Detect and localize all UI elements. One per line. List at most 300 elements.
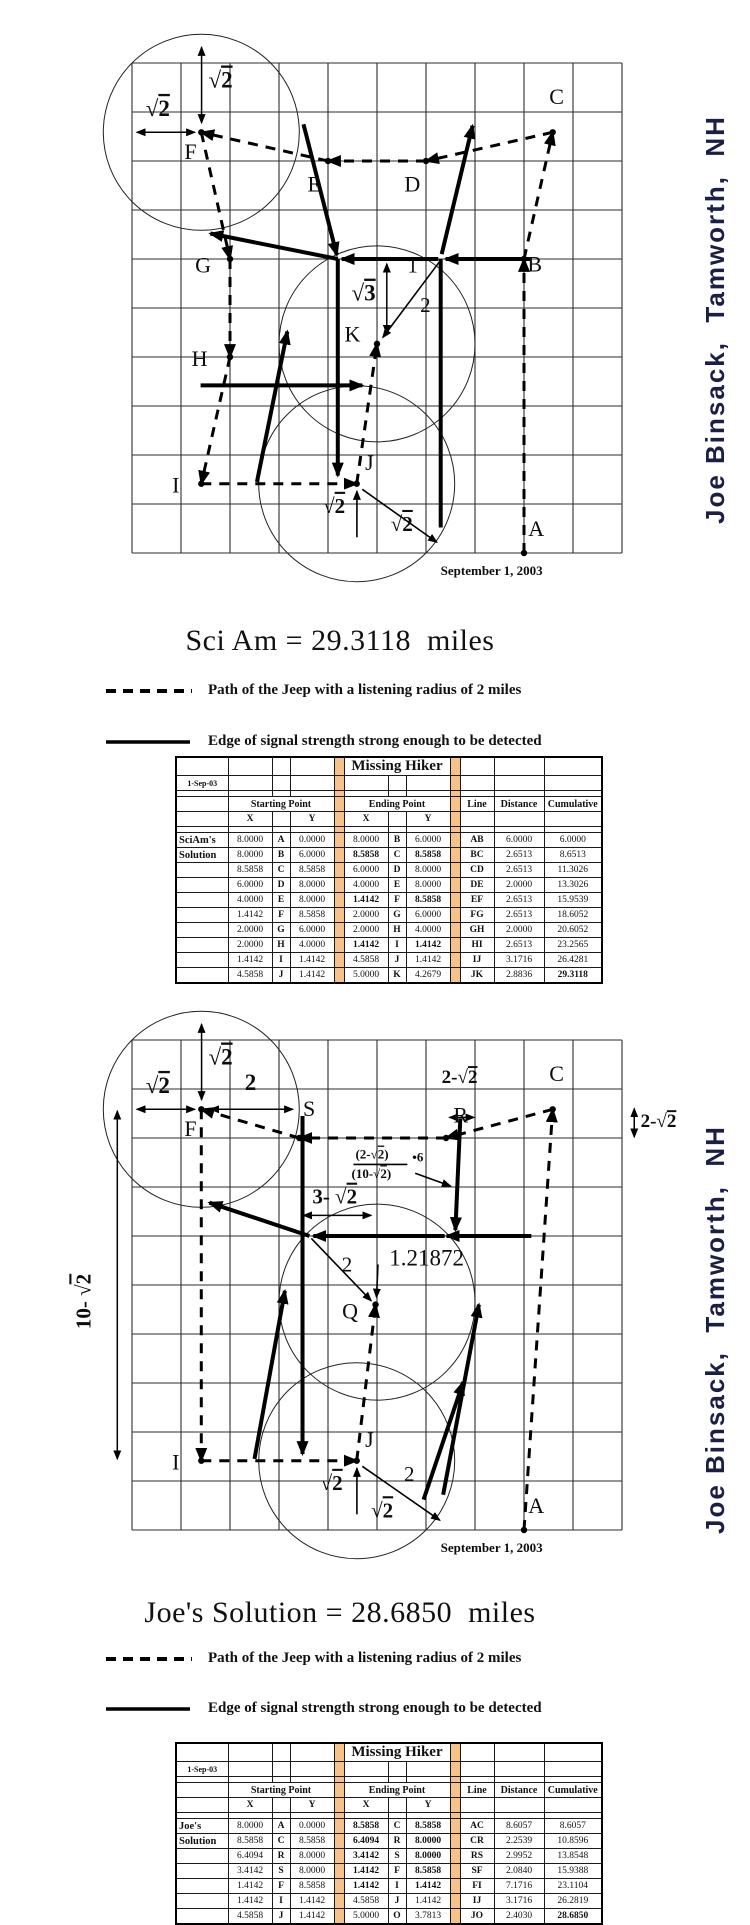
- missing-hiker-table: [175, 1742, 603, 1925]
- table-stripe-cell: [450, 878, 460, 893]
- table-cell: X: [228, 1798, 272, 1813]
- table-cell: Y: [406, 812, 450, 827]
- table-cell: [272, 776, 290, 791]
- table-cell: J: [272, 1909, 290, 1925]
- table-cell: [494, 1743, 544, 1762]
- point-label-J: J: [365, 1426, 374, 1452]
- table-cell: [388, 1762, 406, 1777]
- point-label-J: J: [365, 449, 374, 475]
- table-cell: 3.4142: [344, 1849, 388, 1864]
- table-cell: 4.5858: [228, 1909, 272, 1925]
- point-dot-C: [550, 129, 556, 135]
- table-cell: BC: [460, 848, 494, 863]
- table-stripe-cell: [450, 776, 460, 791]
- table-cell: 8.0000: [344, 833, 388, 848]
- table-cell: [228, 776, 272, 791]
- table-cell: GH: [460, 923, 494, 938]
- annotation-text: √2: [371, 1498, 394, 1523]
- table-cell: [272, 757, 290, 776]
- diagram-date: [441, 1540, 543, 1555]
- table-cell: 8.5858: [406, 893, 450, 908]
- table-cell: 4.0000: [228, 893, 272, 908]
- leader-lines: [311, 1164, 450, 1523]
- point-label-Q: Q: [342, 1298, 358, 1324]
- table-cell: 8.5858: [344, 1819, 388, 1834]
- table-cell: 0.0000: [290, 833, 334, 848]
- table-cell: 20.6052: [544, 923, 602, 938]
- table-cell: [494, 812, 544, 827]
- point-dot-Q: [372, 1301, 378, 1307]
- table-cell: [494, 776, 544, 791]
- annotation-text: √2: [145, 1072, 170, 1098]
- table-cell: 2.9952: [494, 1849, 544, 1864]
- annotation-text: 10- √2: [71, 1273, 96, 1330]
- table-stripe-cell: [334, 923, 344, 938]
- table-cell: 8.6513: [544, 848, 602, 863]
- table-cell: [176, 923, 228, 938]
- point-label-S: S: [302, 1095, 316, 1121]
- table-cell: E: [272, 893, 290, 908]
- sciam-title: Sci Am = 29.3118 miles: [185, 624, 495, 657]
- table-cell: R: [272, 1849, 290, 1864]
- table-cell: S: [272, 1864, 290, 1879]
- table-cell: 26.4281: [544, 953, 602, 968]
- table-stripe-cell: [334, 968, 344, 984]
- legend-jeep-label: Path of the Jeep with a listening radius of 2 miles: [208, 682, 522, 698]
- table-cell: 8.0000: [228, 833, 272, 848]
- table-cell: 3.1716: [494, 953, 544, 968]
- point-label-C: C: [549, 83, 564, 109]
- grid: [132, 63, 622, 553]
- table-cell: JO: [460, 1909, 494, 1925]
- table-cell: JK: [460, 968, 494, 984]
- point-dot-A: [521, 550, 527, 556]
- annotation-text: 1: [407, 253, 418, 278]
- table-cell: 2.6513: [494, 938, 544, 953]
- table-cell: 6.4094: [228, 1849, 272, 1864]
- table-cell: 8.5858: [406, 1864, 450, 1879]
- table-cell: 4.0000: [344, 878, 388, 893]
- table-cell: 2.0000: [228, 938, 272, 953]
- table-cell: I: [272, 953, 290, 968]
- table-cell: F: [272, 1879, 290, 1894]
- author-sidebar-text: Joe Binsack, Tamworth, NH: [700, 1125, 730, 1535]
- table-cell: 23.2565: [544, 938, 602, 953]
- point-label-I: I: [172, 1449, 180, 1475]
- annotation-text: (2-√2): [355, 1146, 389, 1162]
- table-cell: IJ: [460, 953, 494, 968]
- point-dot-K: [374, 341, 380, 347]
- author-sidebar-text: Joe Binsack, Tamworth, NH: [700, 115, 730, 525]
- table-stripe-cell: [334, 1743, 344, 1762]
- table-stripe-cell: [450, 908, 460, 923]
- table-cell: S: [388, 1849, 406, 1864]
- table-cell: [176, 1798, 228, 1813]
- table-cell: X: [228, 812, 272, 827]
- table-row: [176, 1819, 602, 1834]
- signal-edge-line: [442, 126, 473, 254]
- table-stripe-cell: [450, 757, 460, 776]
- table-cell: [228, 1743, 272, 1762]
- table-cell: I: [388, 1879, 406, 1894]
- table-cell: [544, 1743, 602, 1762]
- annotation-text: 2: [244, 1069, 257, 1095]
- table-row: [176, 1864, 602, 1879]
- signal-edge-line: [209, 1203, 309, 1236]
- table-cell: 29.3118: [544, 968, 602, 984]
- point-dot-D: [423, 158, 429, 164]
- table-cell: 1.4142: [344, 1879, 388, 1894]
- table-cell: C: [388, 848, 406, 863]
- table-cell: CR: [460, 1834, 494, 1849]
- table-cell: [494, 1798, 544, 1813]
- table-cell: 26.2819: [544, 1894, 602, 1909]
- table-cell: Solution: [176, 848, 228, 863]
- table-cell: [290, 776, 334, 791]
- table-cell: 15.9539: [544, 893, 602, 908]
- annotation-text: √2: [208, 1044, 233, 1070]
- table-cell: RS: [460, 1849, 494, 1864]
- table-cell: A: [272, 833, 290, 848]
- table-cell: C: [388, 1819, 406, 1834]
- table-cell: A: [272, 1819, 290, 1834]
- table-cell: Cumulative: [544, 1783, 602, 1798]
- table-cell: DE: [460, 878, 494, 893]
- table-stripe-cell: [334, 812, 344, 827]
- annotation-text: 2-√2: [441, 1067, 478, 1089]
- table-stripe-cell: [334, 848, 344, 863]
- table-stripe-cell: [334, 776, 344, 791]
- table-stripe-cell: [334, 1819, 344, 1834]
- table-cell: 13.8548: [544, 1849, 602, 1864]
- table-cell: 8.0000: [406, 1849, 450, 1864]
- table-cell: 2.0000: [344, 908, 388, 923]
- table-stripe-cell: [450, 968, 460, 984]
- table-cell: [176, 1783, 228, 1798]
- table-cell: D: [388, 863, 406, 878]
- table-cell: G: [388, 908, 406, 923]
- annotation-text: √2: [208, 67, 233, 93]
- table-cell: [544, 1762, 602, 1777]
- solid-line-icon: [104, 737, 194, 747]
- annotation-text: √3: [351, 280, 376, 306]
- table-cell: 1.4142: [406, 1879, 450, 1894]
- table-stripe-cell: [334, 1849, 344, 1864]
- table-cell: 8.0000: [228, 1819, 272, 1834]
- table-row: [176, 893, 602, 908]
- table-stripe-cell: [334, 1783, 344, 1798]
- table-cell: [176, 908, 228, 923]
- table-cell: [460, 812, 494, 827]
- table-cell: 1.4142: [228, 1894, 272, 1909]
- table-cell: 2.0000: [344, 923, 388, 938]
- table-cell: 2.4030: [494, 1909, 544, 1925]
- table-cell: 8.0000: [290, 1849, 334, 1864]
- table-cell: 8.0000: [406, 878, 450, 893]
- table-cell: 8.0000: [406, 1834, 450, 1849]
- table-cell: [176, 1849, 228, 1864]
- table-cell: J: [272, 968, 290, 984]
- table-cell: SF: [460, 1864, 494, 1879]
- table-cell: 8.6057: [544, 1819, 602, 1834]
- table-stripe-cell: [334, 1864, 344, 1879]
- table-cell: [544, 757, 602, 776]
- table-stripe-cell: [450, 953, 460, 968]
- point-label-K: K: [344, 321, 361, 347]
- table-cell: [272, 1798, 290, 1813]
- table-cell: 4.5858: [228, 968, 272, 984]
- annotation-text: 2-√2: [640, 1111, 677, 1133]
- annotation-text: √2: [390, 511, 413, 536]
- table-cell: [176, 812, 228, 827]
- table-cell: 13.3026: [544, 878, 602, 893]
- table-stripe-cell: [334, 893, 344, 908]
- sciam-solution-diagram: [12, 8, 672, 600]
- table-cell: B: [272, 848, 290, 863]
- point-dot-A: [521, 1527, 527, 1533]
- table-cell: 18.6052: [544, 908, 602, 923]
- table-cell: Line: [460, 1783, 494, 1798]
- table-cell: Starting Point: [228, 797, 334, 812]
- table-cell: [176, 797, 228, 812]
- annotation-text: •6: [412, 1149, 424, 1165]
- table-cell: 8.5858: [290, 863, 334, 878]
- table-cell: [290, 757, 334, 776]
- point-dot-H: [227, 354, 233, 360]
- table-row: [176, 1834, 602, 1849]
- table-cell: [460, 757, 494, 776]
- table-cell: [544, 776, 602, 791]
- table-cell: 1.4142: [290, 1894, 334, 1909]
- point-dot-R: [443, 1135, 449, 1141]
- point-label-R: R: [453, 1102, 469, 1128]
- table-cell: FI: [460, 1879, 494, 1894]
- table-cell: [344, 1762, 388, 1777]
- table-cell: 4.0000: [406, 923, 450, 938]
- table-stripe-cell: [450, 1879, 460, 1894]
- table-cell: [176, 757, 228, 776]
- table-cell: X: [344, 812, 388, 827]
- table-cell: [176, 953, 228, 968]
- table-cell: Distance: [494, 797, 544, 812]
- table-cell: 11.3026: [544, 863, 602, 878]
- table-row: [176, 1879, 602, 1894]
- table-cell: O: [388, 1909, 406, 1925]
- signal-edge-line: [424, 1382, 464, 1500]
- table-cell: Ending Point: [344, 797, 450, 812]
- table-cell: 5.0000: [344, 968, 388, 984]
- point-label-E: E: [307, 171, 322, 197]
- table-cell: 1.4142: [290, 1909, 334, 1925]
- table-cell: FG: [460, 908, 494, 923]
- annotation-text: √2: [323, 493, 346, 518]
- table-cell: Y: [290, 812, 334, 827]
- table-cell: [460, 1762, 494, 1777]
- table-cell: 3.4142: [228, 1864, 272, 1879]
- table-cell: 7.1716: [494, 1879, 544, 1894]
- table-cell: E: [388, 878, 406, 893]
- table-stripe-cell: [450, 848, 460, 863]
- table-cell: 1.4142: [228, 908, 272, 923]
- table-cell: 1.4142: [344, 893, 388, 908]
- table-stripe-cell: [334, 1798, 344, 1813]
- table-cell: 8.5858: [290, 908, 334, 923]
- table-cell: AC: [460, 1819, 494, 1834]
- table-cell: 2.6513: [494, 848, 544, 863]
- table-stripe-cell: [334, 908, 344, 923]
- legend-signal-edge: [104, 1700, 542, 1717]
- table-cell: 1-Sep-03: [176, 776, 228, 791]
- table-stripe-cell: [450, 1894, 460, 1909]
- missing-hiker-table: [175, 756, 603, 984]
- table-cell: [176, 938, 228, 953]
- table-cell: 2.0000: [494, 923, 544, 938]
- annotation-text: 2: [403, 1462, 415, 1486]
- point-label-D: D: [404, 171, 421, 197]
- joes-solution-diagram: [12, 985, 712, 1577]
- table-cell: [176, 1894, 228, 1909]
- jeep-path-segment-FG: [201, 132, 230, 259]
- table-cell: 8.0000: [406, 863, 450, 878]
- table-cell: F: [388, 1864, 406, 1879]
- table-stripe-cell: [334, 1879, 344, 1894]
- table-cell: 2.8836: [494, 968, 544, 984]
- table-cell: 2.6513: [494, 908, 544, 923]
- table-cell: [176, 878, 228, 893]
- table-cell: SciAm's: [176, 833, 228, 848]
- table-row: [176, 1909, 602, 1925]
- table-stripe-cell: [334, 1834, 344, 1849]
- point-dot-J: [354, 1458, 360, 1464]
- table-cell: Missing Hiker: [344, 1743, 450, 1762]
- table-cell: 6.0000: [290, 848, 334, 863]
- table-cell: [228, 757, 272, 776]
- table-cell: [176, 968, 228, 984]
- table-row: [176, 938, 602, 953]
- table-stripe-cell: [334, 953, 344, 968]
- table-stripe-cell: [450, 938, 460, 953]
- table-cell: 28.6850: [544, 1909, 602, 1925]
- table-cell: Missing Hiker: [344, 757, 450, 776]
- point-label-B: B: [527, 251, 543, 277]
- table-stripe-cell: [450, 833, 460, 848]
- table-row: [176, 968, 602, 984]
- table-row: [176, 923, 602, 938]
- table-row: [176, 1894, 602, 1909]
- table-cell: 8.0000: [290, 878, 334, 893]
- signal-edge-line: [257, 332, 287, 482]
- table-cell: 4.2679: [406, 968, 450, 984]
- table-cell: 8.5858: [290, 1879, 334, 1894]
- table-cell: 6.0000: [406, 908, 450, 923]
- point-dot-E: [325, 158, 331, 164]
- table-row: [176, 908, 602, 923]
- point-dot-I: [198, 1458, 204, 1464]
- date-label: September 1, 2003: [440, 1540, 543, 1556]
- table-cell: 1.4142: [406, 953, 450, 968]
- table-cell: 8.5858: [228, 1834, 272, 1849]
- point-dot-C: [550, 1106, 556, 1112]
- table-cell: 2.6513: [494, 863, 544, 878]
- table-cell: Y: [406, 1798, 450, 1813]
- table-cell: 3.1716: [494, 1894, 544, 1909]
- table-cell: I: [388, 938, 406, 953]
- point-dot-G: [227, 256, 233, 262]
- table-cell: B: [388, 833, 406, 848]
- table-cell: K: [388, 968, 406, 984]
- table-cell: X: [344, 1798, 388, 1813]
- table-cell: 15.9388: [544, 1864, 602, 1879]
- legend-jeep-label: Path of the Jeep with a listening radius of 2 miles: [208, 1650, 522, 1666]
- table-cell: 1.4142: [290, 968, 334, 984]
- table-cell: 6.0000: [406, 833, 450, 848]
- table-stripe-cell: [450, 1909, 460, 1925]
- legend-signal-edge: [104, 733, 542, 750]
- table-cell: 8.5858: [406, 848, 450, 863]
- table-cell: 6.0000: [344, 863, 388, 878]
- table-cell: F: [272, 908, 290, 923]
- table-cell: 8.0000: [228, 848, 272, 863]
- diagram-date: [441, 563, 543, 578]
- table-cell: [176, 1743, 228, 1762]
- table-cell: [494, 1762, 544, 1777]
- solid-line-icon: [104, 1704, 194, 1714]
- point-label-I: I: [172, 472, 180, 498]
- dashed-line-icon: [104, 1654, 194, 1664]
- table-cell: 2.6513: [494, 893, 544, 908]
- point-label-A: A: [528, 1492, 545, 1518]
- table-cell: Line: [460, 797, 494, 812]
- point-dot-S: [296, 1135, 302, 1141]
- legend-signal-label: Edge of signal strength strong enough to be detected: [208, 1700, 542, 1716]
- annotation-text: 2: [341, 1252, 353, 1277]
- table-cell: [176, 893, 228, 908]
- table-cell: C: [272, 863, 290, 878]
- table-cell: 0.0000: [290, 1819, 334, 1834]
- table-cell: 1.4142: [228, 953, 272, 968]
- table-cell: 1.4142: [228, 1879, 272, 1894]
- table-cell: F: [388, 893, 406, 908]
- table-cell: [228, 1762, 272, 1777]
- table-row: [176, 848, 602, 863]
- annotation-text: 1.21872: [389, 1245, 464, 1271]
- table-cell: 8.6057: [494, 1819, 544, 1834]
- table-stripe-cell: [334, 938, 344, 953]
- annotation-text: √2: [320, 1470, 343, 1495]
- point-dot-F: [198, 129, 204, 135]
- table-row: [176, 863, 602, 878]
- joes-title: Joe's Solution = 28.6850 miles: [144, 1596, 536, 1629]
- table-cell: [406, 776, 450, 791]
- annotations: [71, 1045, 676, 1523]
- table-cell: 23.1104: [544, 1879, 602, 1894]
- jeep-path-segment-AC: [524, 1109, 553, 1530]
- table-cell: [388, 776, 406, 791]
- table-stripe-cell: [450, 1834, 460, 1849]
- table-row: [176, 878, 602, 893]
- table-cell: [290, 1743, 334, 1762]
- table-cell: 3.7813: [406, 1909, 450, 1925]
- table-cell: 6.4094: [344, 1834, 388, 1849]
- table-stripe-cell: [450, 1798, 460, 1813]
- table-cell: CD: [460, 863, 494, 878]
- table-cell: 6.0000: [290, 923, 334, 938]
- table-cell: [176, 1879, 228, 1894]
- table-cell: Y: [290, 1798, 334, 1813]
- table-cell: 4.0000: [290, 938, 334, 953]
- table-cell: C: [272, 1834, 290, 1849]
- table-cell: 1.4142: [344, 938, 388, 953]
